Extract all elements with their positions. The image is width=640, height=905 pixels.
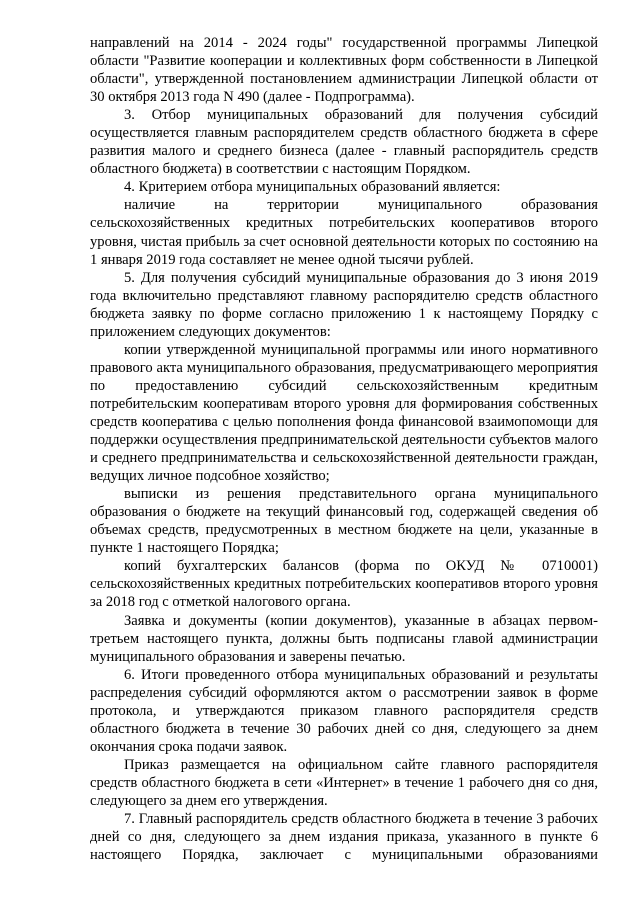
document-page [90,34,598,864]
paragraph-program-copies: копии утвержденной муниципальной программы или иного нормативного правового акта муниципального образования, предусматривающего мероприятия по предоставлению субсидий сельскохозяйственным кредитным потребительским кооперативам второго уровня для формирования собственных средств кооператива с целью пополнения фонда финансовой взаимопомощи для поддержки осуществления предпринимательской деятельности субъектов малого и среднего предпринимательства и сельскохозяйственной деятельности граждан, ведущих личное подсобное хозяйство; [90,341,598,485]
paragraph-budget-extract: выписки из решения представительного органа муниципального образования о бюджете на текущий финансовый год, содержащей сведения об объемах средств, предусмотренных в местном бюджете на цели, указанные в пункте 1 настоящего Порядка; [90,486,598,557]
paragraph-item-6: 6. Итоги проведенного отбора муниципальных образований и результаты распределения субсидий оформляются актом о рассмотрении заявок в форме протокола, и утверждаются приказом главного распорядителя средств областного бюджета в течение 30 рабочих дней со дня, следующего за днем окончания срока подачи заявок. [90,666,598,755]
paragraph-order-publication: Приказ размещается на официальном сайте главного распорядителя средств областного бюджета в сети «Интернет» в течение 1 рабочего дня со дня, следующего за днем его утверждения. [90,756,598,809]
paragraph-item-5: 5. Для получения субсидий муниципальные образования до 3 июня 2019 года включительно представляют главному распорядителю средств областного бюджета заявку по форме согласно приложению 1 к настоящему Порядку с приложением следующих документов: [90,269,598,340]
paragraph-item-7: 7. Главный распорядитель средств областного бюджета в течение 3 рабочих дней со дня, следующего за днем издания приказа, указанного в пункте 6 настоящего Порядка, заключает с муниципальными образованиями [90,811,598,864]
paragraph-criterion: наличие на территории муниципального образования сельскохозяйственных кредитных потребительских кооперативов второго уровня, чистая прибыль за счет основной деятельности которых по состоянию на 1 января 2019 года составляет не менее одной тысячи рублей. [90,197,598,268]
paragraph-subprogram-reference: направлений на 2014 - 2024 годы" государственной программы Липецкой области "Развитие кооперации и коллективных форм собственности в Липецкой области", утвержденной постановлением администрации Липецкой области от 30 октября 2013 года N 490 (далее - Подпрограмма). [90,35,598,106]
paragraph-item-3: 3. Отбор муниципальных образований для получения субсидий осуществляется главным распорядителем средств областного бюджета в сфере развития малого и среднего бизнеса (далее - главный распорядитель средств областного бюджета) в соответствии с настоящим Порядком. [90,107,598,178]
paragraph-balance-copies: копий бухгалтерских балансов (форма по ОКУД № 0710001) сельскохозяйственных кредитных потребительских кооперативов второго уровня за 2018 год с отметкой налогового органа. [90,558,598,611]
paragraph-item-4: 4. Критерием отбора муниципальных образований является: [124,179,501,196]
paragraph-signature-requirement: Заявка и документы (копии документов), указанные в абзацах первом-третьем настоящего пункта, должны быть подписаны главой администрации муниципального образования и заверены печатью. [90,612,598,665]
